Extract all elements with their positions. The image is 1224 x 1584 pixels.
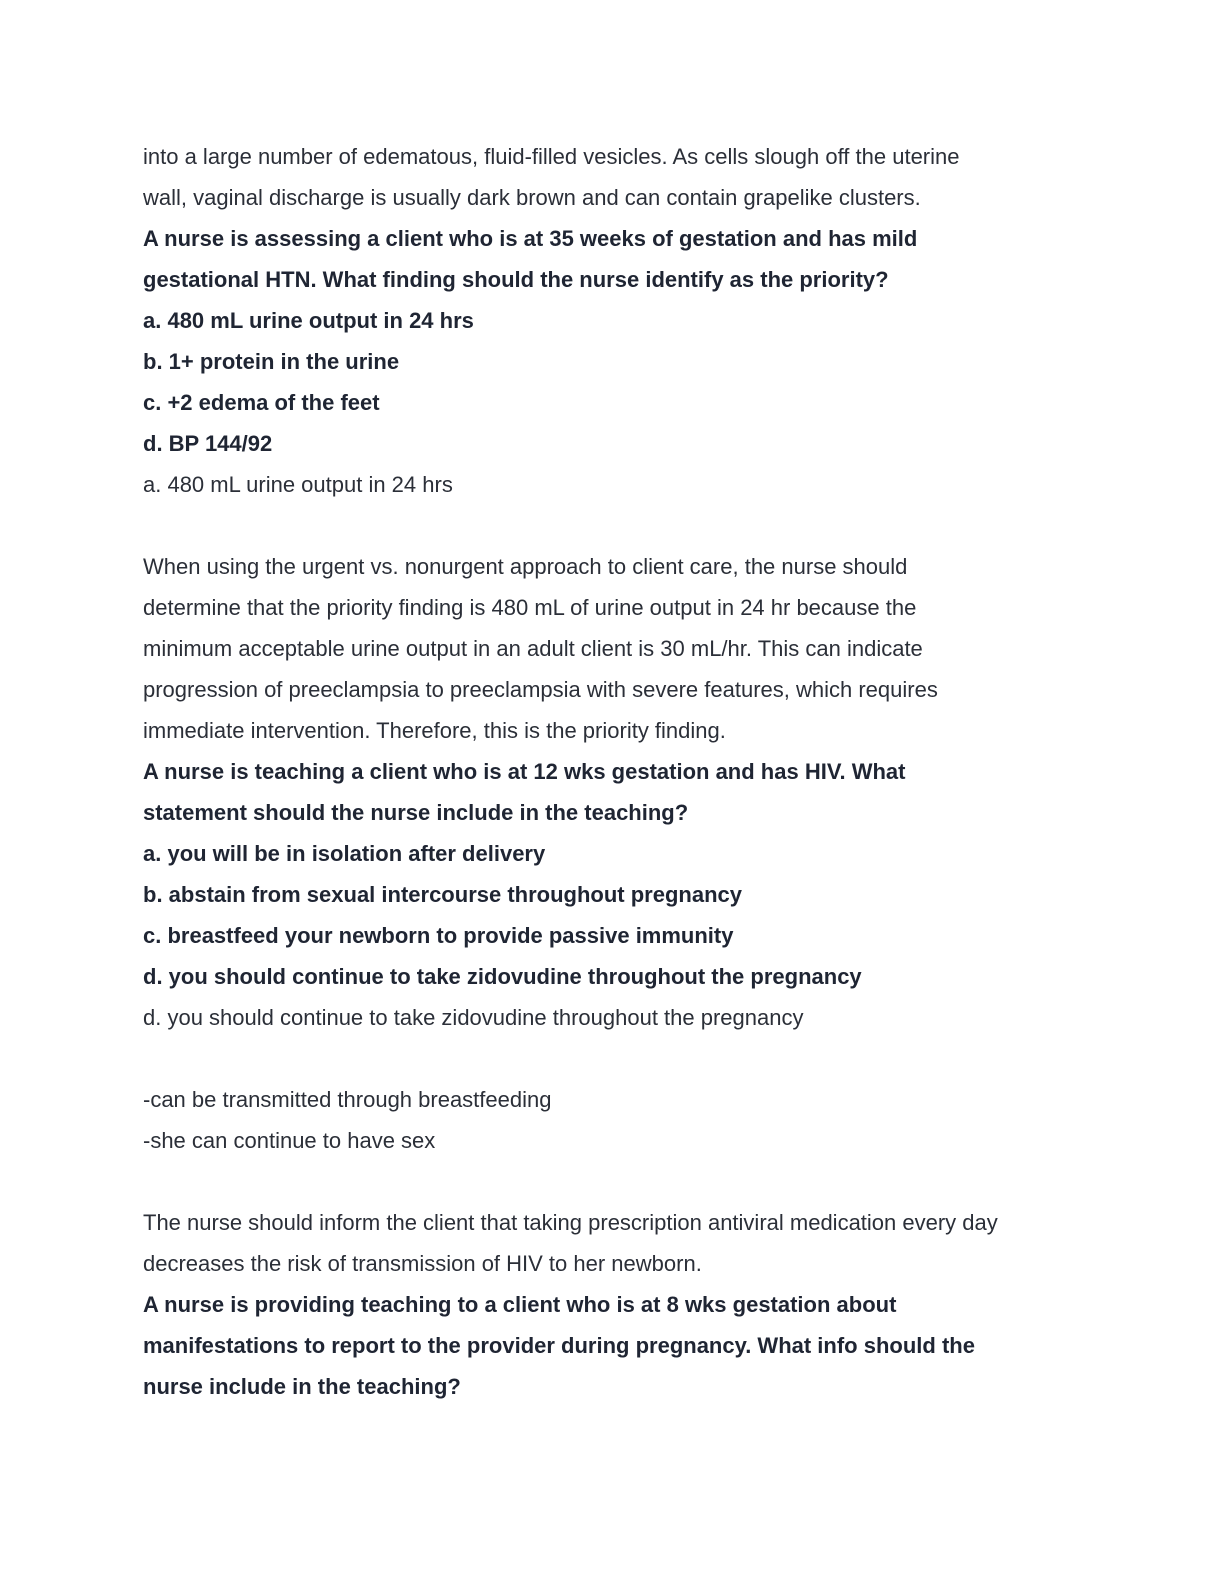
spacer (143, 1161, 1083, 1202)
question-1-rationale-line: When using the urgent vs. nonurgent approach to client care, the nurse should (143, 554, 908, 579)
question-2-option-d: d. you should continue to take zidovudine throughout the pregnancy (143, 964, 862, 989)
question-1-text: A nurse is assessing a client who is at 35 weeks of gestation and has mild (143, 226, 918, 251)
spacer (143, 505, 1083, 546)
question-1-rationale-line: minimum acceptable urine output in an adult client is 30 mL/hr. This can indicate (143, 636, 923, 661)
question-1-rationale-line: immediate intervention. Therefore, this is the priority finding. (143, 718, 726, 743)
question-2-note: -she can continue to have sex (143, 1128, 436, 1153)
question-3 (143, 1284, 1083, 1407)
question-1-option-d: d. BP 144/92 (143, 431, 273, 456)
question-2-option-b: b. abstain from sexual intercourse throughout pregnancy (143, 882, 742, 907)
question-1-option-c: c. +2 edema of the feet (143, 390, 380, 415)
question-1-answer: a. 480 mL urine output in 24 hrs (143, 472, 453, 497)
question-1-rationale-line: determine that the priority finding is 480 mL of urine output in 24 hr because the (143, 595, 917, 620)
spacer (143, 1038, 1083, 1079)
intro-paragraph (143, 136, 1083, 218)
question-1-option-a: a. 480 mL urine output in 24 hrs (143, 308, 474, 333)
question-2-option-c: c. breastfeed your newborn to provide passive immunity (143, 923, 734, 948)
question-2-rationale-line: The nurse should inform the client that taking prescription antiviral medication every day (143, 1210, 998, 1235)
question-3-text: nurse include in the teaching? (143, 1374, 461, 1399)
question-1-option-b: b. 1+ protein in the urine (143, 349, 400, 374)
question-1 (143, 218, 1083, 751)
question-2-rationale-line: decreases the risk of transmission of HIV to her newborn. (143, 1251, 702, 1276)
question-1-text: gestational HTN. What finding should the nurse identify as the priority? (143, 267, 889, 292)
question-2 (143, 751, 1083, 1284)
question-2-text: statement should the nurse include in the teaching? (143, 800, 689, 825)
question-2-note: -can be transmitted through breastfeeding (143, 1087, 552, 1112)
question-2-option-a: a. you will be in isolation after delivery (143, 841, 546, 866)
intro-line: wall, vaginal discharge is usually dark brown and can contain grapelike clusters. (143, 185, 921, 210)
question-2-answer: d. you should continue to take zidovudine throughout the pregnancy (143, 1005, 804, 1030)
intro-line: into a large number of edematous, fluid-filled vesicles. As cells slough off the uterine (143, 144, 960, 169)
question-1-rationale-line: progression of preeclampsia to preeclampsia with severe features, which requires (143, 677, 938, 702)
document-page (143, 136, 1083, 1407)
question-2-text: A nurse is teaching a client who is at 12 wks gestation and has HIV. What (143, 759, 906, 784)
question-3-text: manifestations to report to the provider during pregnancy. What info should the (143, 1333, 975, 1358)
question-3-text: A nurse is providing teaching to a client who is at 8 wks gestation about (143, 1292, 897, 1317)
